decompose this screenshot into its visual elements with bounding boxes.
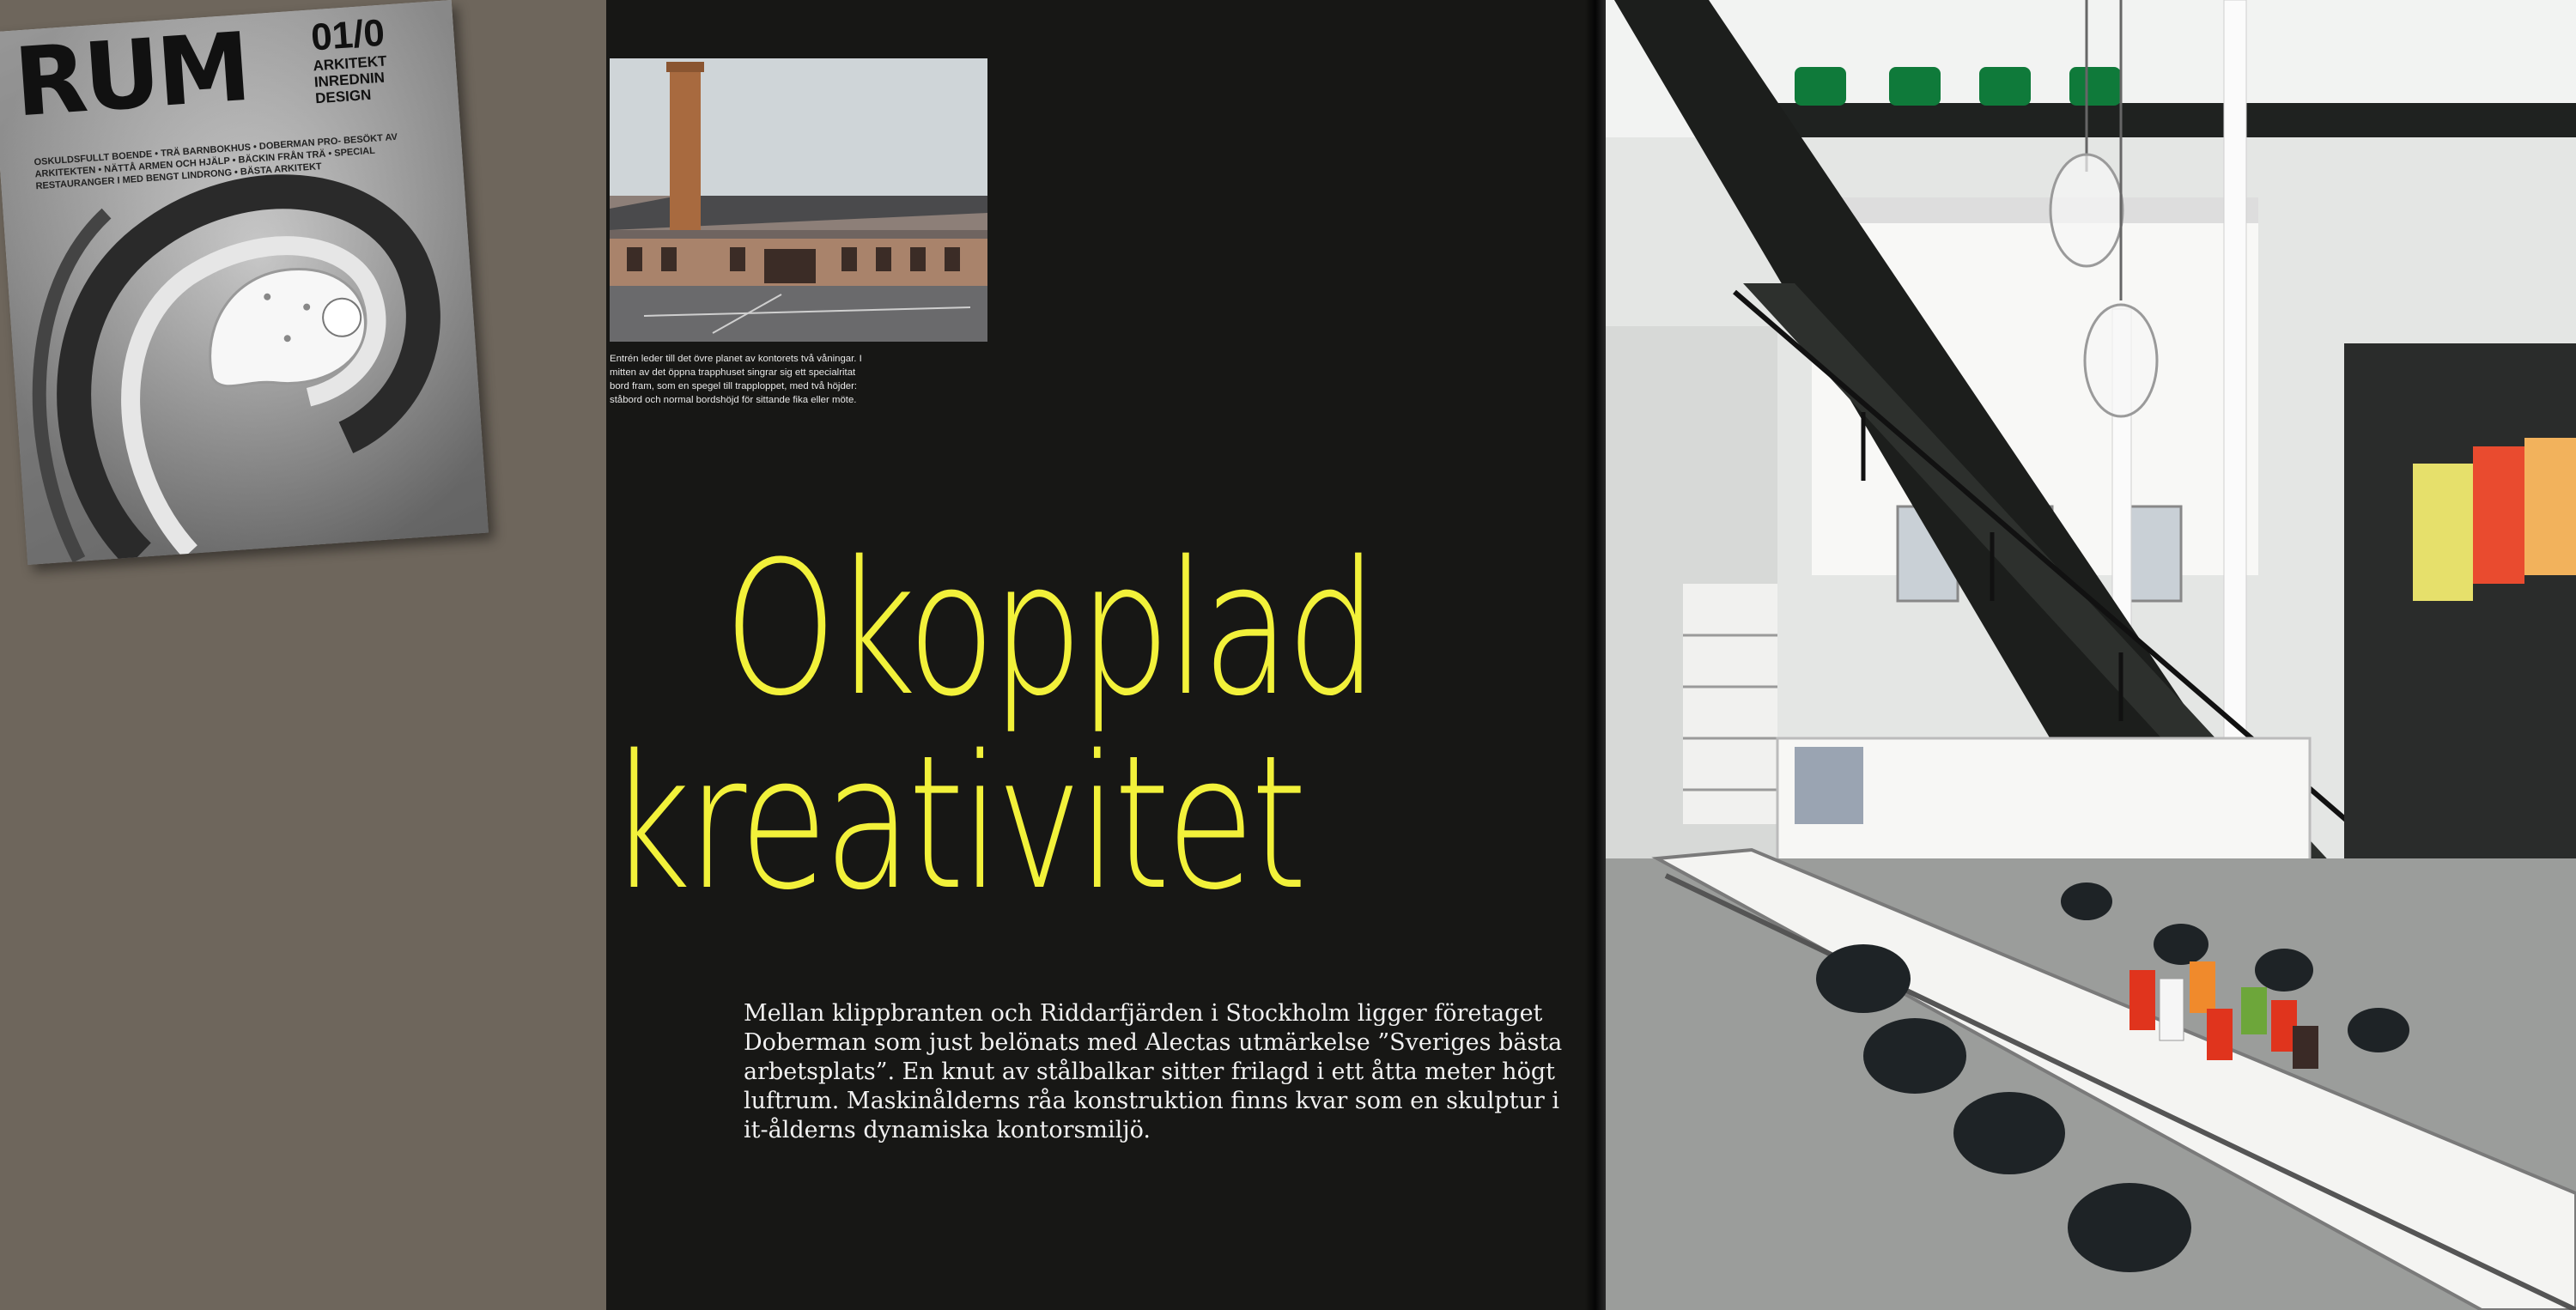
cover-subtitle: ARKITEKT INREDNIN DESIGN bbox=[312, 52, 388, 107]
page-gutter bbox=[1585, 0, 1606, 1310]
article-headline bbox=[608, 521, 1378, 931]
entrance-photo bbox=[610, 58, 987, 342]
headline-line-1: Okopplad bbox=[723, 521, 1374, 737]
cover-issue-number: 01/0 bbox=[309, 11, 386, 59]
office-interior-illustration bbox=[1606, 0, 2576, 1310]
photo-caption: Entrén leder till det övre planet av kontorets två våningar. I mitten av det öppna trapphuset singrar sig ett specialritat bord fram, som en spegel till trapploppet, med två höjder: ståbord och normal bordshöjd för sittande fika eller möte. bbox=[610, 354, 862, 405]
cover-logo: RUM bbox=[10, 11, 252, 138]
headline-line-2: kreativitet bbox=[608, 715, 1303, 931]
magazine-cover bbox=[0, 0, 489, 565]
office-interior-photo bbox=[1606, 0, 2576, 1310]
article-intro: Mellan klippbranten och Riddarfjärden i Stockholm ligger företaget Doberman som just belönats med Alectas utmärkelse ”Sveriges bästa arbetsplats”. En knut av stålbalkar sitter frilagd i ett åtta meter högt luftrum. Maskinålderns råa konstruktion finns kvar som en skulptur i it-ålderns dynamiska kontorsmiljö. bbox=[744, 1000, 1563, 1143]
entrance-photo-illustration bbox=[610, 58, 987, 342]
cover-tagline: OSKULDSFULLT BOENDE • TRÄ BARNBOKHUS • DOBERMAN PRO- BESÖKT AV ARKITEKTEN • NÄTTÅ ARMEN OCH HJÄLP • BÄCKIN FRÅN TRÄ • SPECIAL RESTAURANGER I MED BENGT LINDRONG • BÄSTA ARKITEKT bbox=[33, 131, 398, 192]
